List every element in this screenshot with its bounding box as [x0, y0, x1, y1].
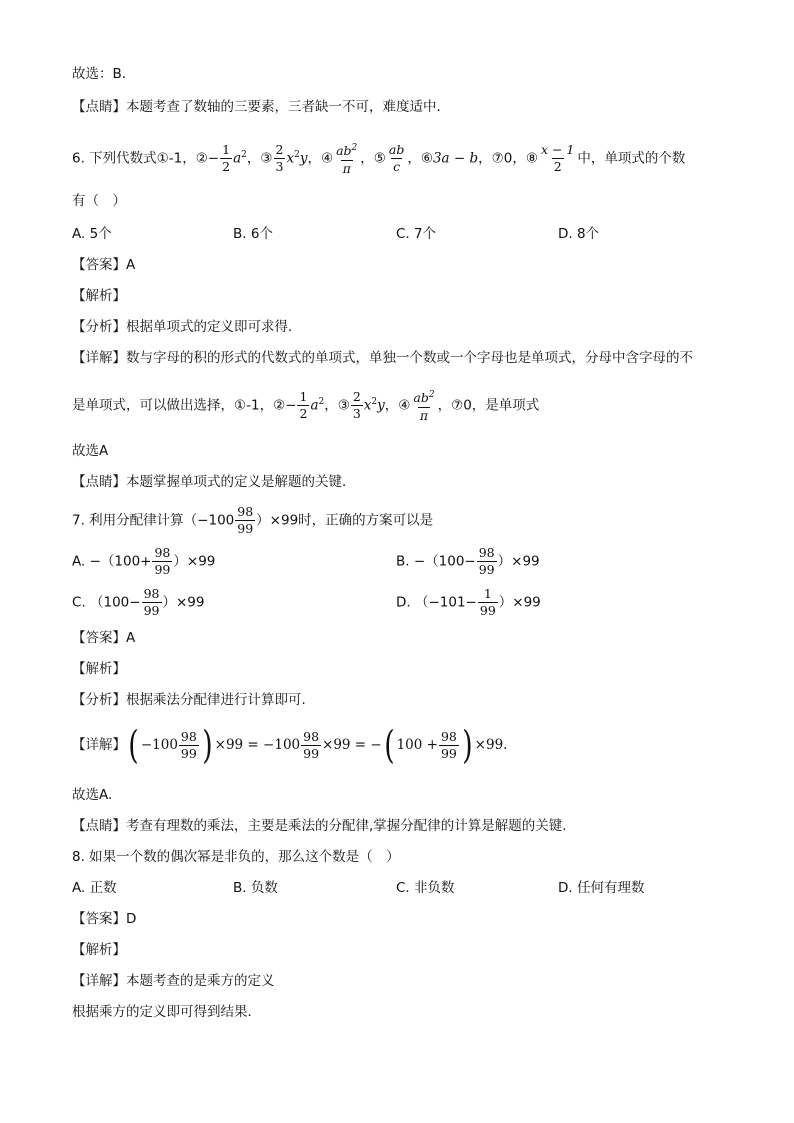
- option-tail: ）×99: [173, 553, 216, 570]
- q6-stem: [72, 140, 685, 177]
- fraction: [387, 142, 406, 175]
- q7-dianjing: 【点睛】考查有理数的乘法，主要是乘法的分配律,掌握分配律的计算是解题的关键.: [72, 818, 567, 834]
- q6-jiexi: 【解析】: [72, 288, 126, 304]
- right-paren: ): [462, 723, 473, 767]
- q7-answer: 【答案】A: [72, 630, 136, 646]
- q6-detail-part: ，④: [384, 397, 411, 414]
- q7-stem-part: ）×99时，正确的方案可以是: [256, 512, 434, 529]
- q7-option-a: [72, 545, 215, 578]
- fraction: [351, 389, 363, 422]
- minus-sign: −: [207, 150, 220, 167]
- denominator: 2: [299, 406, 308, 421]
- numerator: [411, 387, 436, 406]
- option-label: A. −（100+: [72, 553, 152, 570]
- q6-detail-part: ，③: [324, 397, 350, 414]
- q8-answer: 【答案】D: [72, 911, 137, 927]
- q8-option-b: B. 负数: [233, 880, 278, 896]
- right-paren: ): [202, 723, 213, 767]
- q7-option-b: [396, 545, 540, 578]
- option-tail: ）×99: [162, 594, 205, 611]
- q8-jiexi: 【解析】: [72, 942, 126, 958]
- denominator: π: [419, 407, 429, 423]
- q6-choose: 故选A: [72, 443, 109, 459]
- exponent: 2: [351, 143, 358, 154]
- q6-stem-part: ，③: [246, 150, 273, 167]
- eq-term: −100: [140, 737, 178, 753]
- fraction: [477, 545, 497, 578]
- denominator: 3: [352, 406, 361, 421]
- denominator: 99: [479, 603, 496, 618]
- numerator: 2: [352, 389, 361, 404]
- denominator: c: [393, 159, 401, 174]
- fraction: [439, 729, 459, 762]
- exponent: 2: [294, 150, 300, 160]
- q6-stem-part: ，⑤: [360, 150, 386, 167]
- q7-option-c: [72, 586, 205, 619]
- denominator: 2: [553, 159, 562, 174]
- var-x: x: [286, 150, 295, 167]
- denominator: 2: [222, 159, 231, 174]
- detail-label: 【详解】: [72, 737, 126, 753]
- q6-stem-cont: 有（ ）: [72, 193, 126, 209]
- q6-stem-part: 6. 下列代数式①-1，②: [72, 150, 208, 167]
- var-y: y: [377, 397, 385, 414]
- numerator: 98: [478, 545, 495, 560]
- q6-fenxi: 【分析】根据单项式的定义即可求得．: [72, 319, 302, 335]
- q6-detail-2: [72, 387, 539, 424]
- q7-fenxi: 【分析】根据乘法分配律进行计算即可.: [72, 692, 306, 708]
- q6-stem-part: ，⑥: [407, 150, 433, 167]
- eq-term: ×99 = −: [322, 737, 382, 753]
- option-tail: ）×99: [497, 553, 540, 570]
- q7-jiexi: 【解析】: [72, 661, 126, 677]
- option-label: B. −（100−: [396, 553, 476, 570]
- eq-term: ×99.: [474, 737, 508, 753]
- exponent: 2: [371, 397, 378, 407]
- denominator: 99: [440, 745, 457, 761]
- q6-detail-part: ，⑦0，是单项式: [437, 397, 540, 414]
- option-label: D. （−101−: [396, 594, 477, 611]
- q7-option-d: [396, 586, 541, 619]
- denominator: 99: [237, 521, 254, 536]
- eq-term: ×99 = −100: [214, 737, 301, 753]
- numerator: ab: [388, 142, 405, 157]
- left-paren: (: [383, 723, 395, 767]
- numerator: 98: [303, 728, 320, 744]
- numerator: 98: [154, 545, 171, 560]
- q6-option-d: D. 8个: [558, 226, 600, 242]
- prev-choose: 故选：B．: [72, 66, 136, 82]
- numerator: 98: [440, 728, 457, 744]
- numerator: 98: [237, 504, 254, 519]
- q6-stem-part: 中，单项式的个数: [577, 150, 686, 167]
- var-a: a: [310, 397, 319, 414]
- exponent: 2: [241, 150, 247, 160]
- q6-stem-part: ，④: [307, 150, 334, 167]
- q6-answer: 【答案】A: [72, 257, 136, 273]
- expr-3a-b: 3a − b: [432, 150, 479, 167]
- fraction: [235, 504, 255, 537]
- option-label: C. （100−: [72, 594, 141, 611]
- fraction: [179, 729, 199, 762]
- numerator: x − 1: [540, 142, 575, 157]
- q7-stem: [72, 504, 433, 537]
- fraction: [152, 545, 172, 578]
- fraction: [334, 140, 359, 176]
- denominator: 99: [143, 603, 160, 618]
- numerator: 1: [483, 586, 492, 601]
- q6-option-a: A. 5个: [72, 226, 112, 242]
- fraction: [297, 389, 309, 422]
- denominator: 99: [154, 562, 171, 577]
- q8-stem: 8. 如果一个数的偶次幂是非负的，那么这个数是（ ）: [72, 849, 400, 865]
- denominator: 3: [275, 159, 284, 174]
- numerator: 1: [222, 142, 231, 157]
- numerator: 1: [299, 389, 308, 404]
- q8-result: 根据乘方的定义即可得到结果．: [72, 1004, 261, 1020]
- var-y: y: [299, 150, 308, 167]
- var-a: a: [233, 150, 242, 167]
- num-text: ab: [336, 143, 352, 159]
- numerator: [334, 140, 359, 159]
- eq-term: 100 +: [396, 737, 438, 753]
- var-x: x: [363, 397, 372, 414]
- q7-choose: 故选A.: [72, 787, 113, 803]
- denominator: 99: [303, 745, 320, 761]
- denominator: 99: [478, 562, 495, 577]
- q6-option-c: C. 7个: [396, 226, 437, 242]
- q6-detail-1: 【详解】数与字母的积的形式的代数式的单项式，单独一个数或一个字母也是单项式，分母中含字母的不: [72, 350, 693, 366]
- numerator: 98: [143, 586, 160, 601]
- q8-option-a: A. 正数: [72, 880, 117, 896]
- fraction: [142, 586, 162, 619]
- numerator: 2: [275, 142, 284, 157]
- q8-detail: 【详解】本题考查的是乘方的定义: [72, 973, 275, 989]
- fraction: [274, 142, 286, 175]
- num-text: ab: [413, 390, 429, 406]
- exponent: 2: [318, 397, 325, 407]
- fraction: [220, 142, 232, 175]
- denominator: π: [342, 160, 351, 176]
- exponent: 2: [428, 390, 435, 401]
- fraction: [539, 142, 576, 175]
- fraction: [301, 729, 321, 762]
- fraction: [478, 586, 498, 619]
- fraction: [411, 387, 436, 423]
- q8-option-d: D. 任何有理数: [558, 880, 645, 896]
- minus-sign: −: [285, 397, 297, 414]
- option-tail: ）×99: [498, 594, 541, 611]
- numerator: 98: [180, 728, 197, 744]
- q8-option-c: C. 非负数: [396, 880, 455, 896]
- q7-detail-equation: [72, 722, 507, 768]
- prev-dianjing: 【点睛】本题考查了数轴的三要素，三者缺一不可，难度适中．: [72, 99, 450, 115]
- denominator: 99: [180, 745, 197, 761]
- q6-detail-part: 是单项式，可以做出选择，①-1，②: [72, 397, 286, 414]
- q7-stem-part: 7. 利用分配律计算（−100: [72, 512, 235, 529]
- left-paren: (: [128, 723, 139, 767]
- q6-dianjing: 【点睛】本题掌握单项式的定义是解题的关键．: [72, 474, 356, 490]
- q6-stem-part: ，⑦0，⑧: [478, 150, 538, 167]
- q6-option-b: B. 6个: [233, 226, 273, 242]
